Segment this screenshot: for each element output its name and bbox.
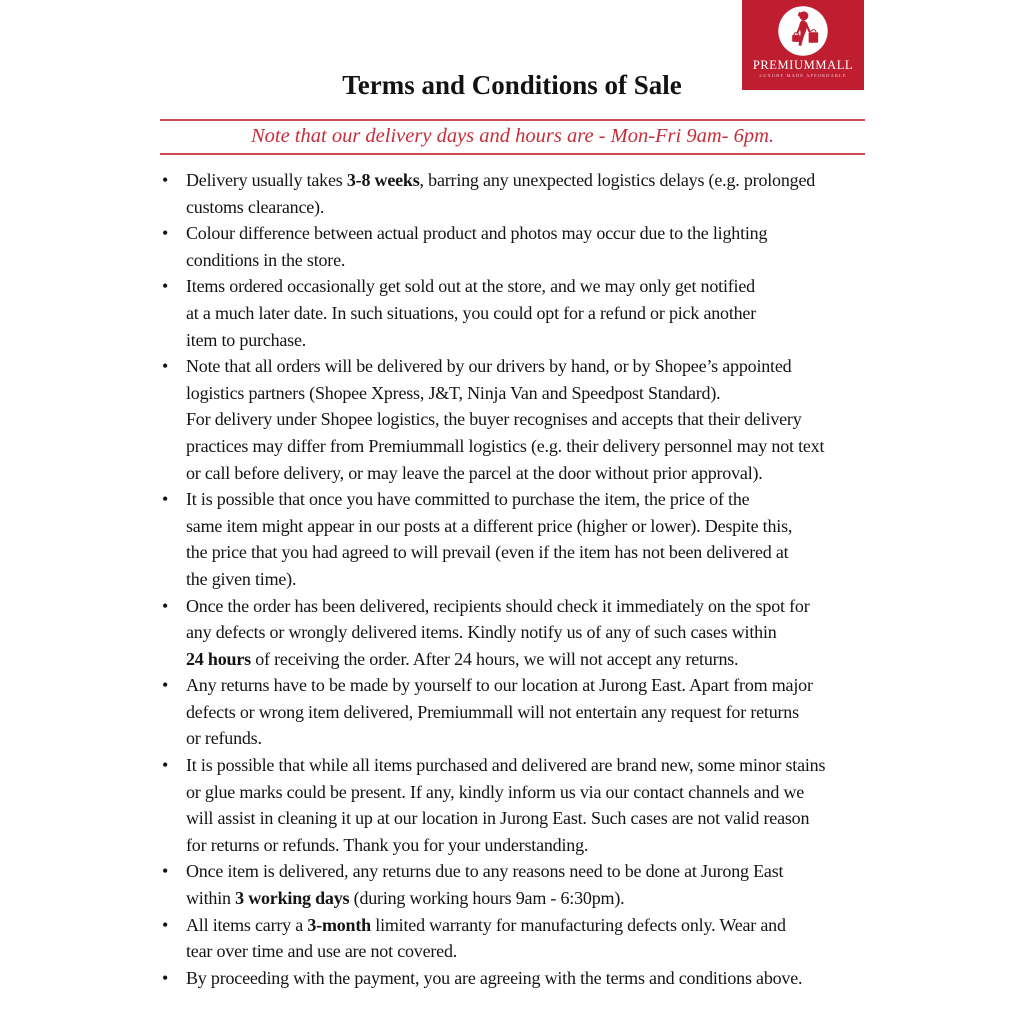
page-title: Terms and Conditions of Sale: [342, 70, 682, 100]
term-item: [160, 912, 1024, 965]
term-line: or refunds.: [186, 728, 262, 749]
term-line: • Items ordered occasionally get sold out at the store, and we may only get notified: [186, 276, 755, 297]
term-line: or call before delivery, or may leave the parcel at the door without prior approval).: [186, 462, 763, 483]
term-item: [160, 220, 1024, 273]
term-line: logistics partners (Shopee Xpress, J&T, Ninja Van and Speedpost Standard).: [186, 382, 721, 403]
logo-brand-text: PREMIUMMALL: [752, 58, 854, 72]
term-line: within 3 working days (during working hours 9am - 6:30pm).: [186, 888, 625, 909]
term-line: • Once the order has been delivered, recipients should check it immediately on the spot for: [186, 595, 810, 616]
term-line: • Note that all orders will be delivered by our drivers by hand, or by Shopee’s appointed: [186, 356, 792, 377]
term-line: any defects or wrongly delivered items. Kindly notify us of any of such cases within: [186, 622, 777, 643]
term-line: • Delivery usually takes 3-8 weeks, barring any unexpected logistics delays (e.g. prolonged: [186, 170, 816, 190]
term-line: conditions in the store.: [186, 249, 346, 270]
term-line: • All items carry a 3-month limited warranty for manufacturing defects only. Wear and: [186, 914, 786, 935]
term-item: [160, 353, 1024, 486]
term-line: at a much later date. In such situations, you could opt for a refund or pick another: [186, 302, 757, 323]
term-item: [160, 858, 1024, 911]
term-line: will assist in cleaning it up at our location in Jurong East. Such cases are not valid reason: [186, 808, 810, 829]
premiummall-logo: [742, 0, 864, 90]
term-line: item to purchase.: [186, 329, 307, 350]
terms-list: [160, 167, 1024, 991]
term-line: or glue marks could be present. If any, kindly inform us via our contact channels and we: [186, 781, 805, 802]
term-line: For delivery under Shopee logistics, the buyer recognises and accepts that their delivery: [186, 409, 802, 430]
term-line: customs clearance).: [186, 196, 325, 217]
term-line: • By proceeding with the payment, you are agreeing with the terms and conditions above.: [186, 967, 803, 988]
term-item: [160, 486, 1024, 592]
term-line: • It is possible that once you have committed to purchase the item, the price of the: [186, 489, 750, 510]
term-item: [160, 752, 1024, 858]
term-line: defects or wrong item delivered, Premiummall will not entertain any request for returns: [186, 701, 799, 722]
term-line: the given time).: [186, 568, 297, 589]
delivery-note-banner: [160, 119, 865, 155]
term-line: 24 hours of receiving the order. After 24 hours, we will not accept any returns.: [186, 648, 739, 669]
term-line: tear over time and use are not covered.: [186, 941, 458, 962]
term-line: • It is possible that while all items purchased and delivered are brand new, some minor stains: [186, 755, 826, 776]
term-line: for returns or refunds. Thank you for your understanding.: [186, 834, 589, 855]
term-item: [160, 965, 1024, 992]
logo-tagline-text: LUXURY MADE AFFORDABLE: [759, 73, 847, 78]
term-line: • Any returns have to be made by yourself to our location at Jurong East. Apart from major: [186, 675, 813, 696]
term-line: • Colour difference between actual product and photos may occur due to the lighting: [186, 223, 768, 244]
term-line: same item might appear in our posts at a different price (higher or lower). Despite this,: [186, 515, 793, 536]
delivery-note-text: Note that our delivery days and hours are - Mon-Fri 9am- 6pm.: [250, 125, 775, 147]
term-item: [160, 273, 1024, 353]
term-line: • Once item is delivered, any returns due to any reasons need to be done at Jurong East: [186, 861, 784, 882]
term-item: [160, 593, 1024, 673]
term-item: [160, 672, 1024, 752]
term-line: the price that you had agreed to will prevail (even if the item has not been delivered at: [186, 542, 789, 563]
term-item: [160, 167, 1024, 220]
woman-shopper-silhouette-icon: [777, 5, 829, 57]
term-line: practices may differ from Premiummall logistics (e.g. their delivery personnel may not text: [186, 435, 825, 456]
